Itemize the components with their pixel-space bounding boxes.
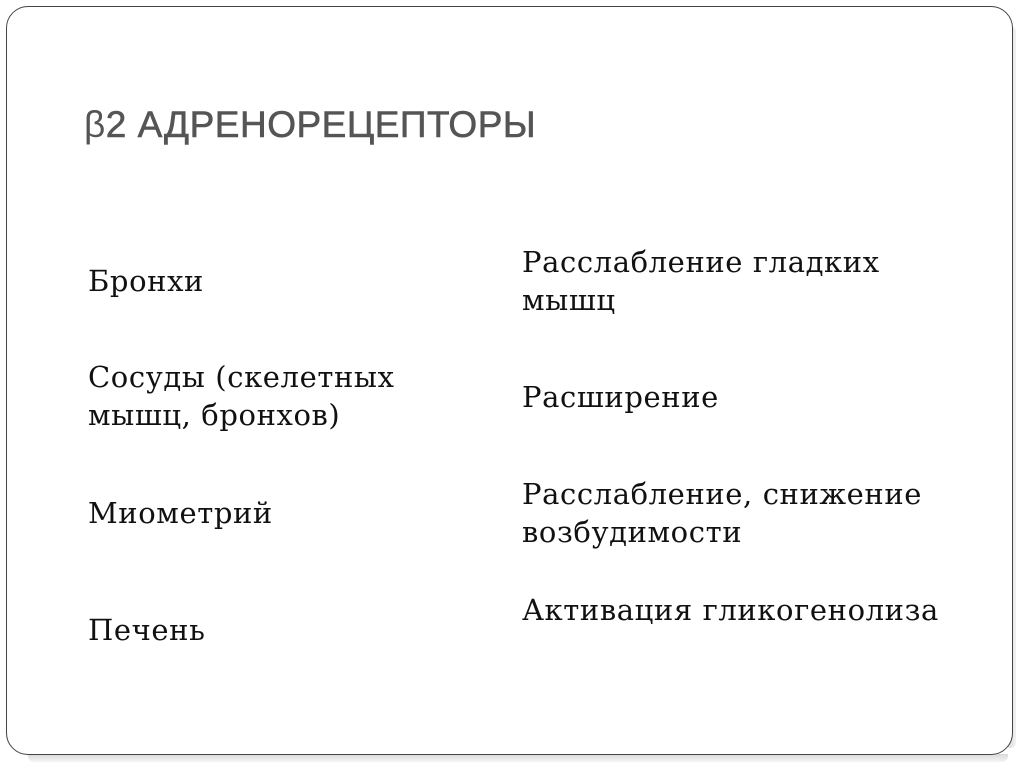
organ-liver: Печень [88, 613, 206, 647]
effect-bronchi: Расслабление гладких мышц [522, 245, 880, 317]
title-beta-symbol: β [84, 104, 106, 145]
organ-vessels: Сосуды (скелетных мышц, бронхов) [88, 360, 395, 432]
organ-myometrium: Миометрий [88, 496, 273, 530]
organ-bronchi: Бронхи [88, 264, 204, 298]
title-text: 2 АДРЕНОРЕЦЕПТОРЫ [105, 104, 537, 145]
slide-title [84, 104, 536, 146]
effect-myometrium: Расслабление, снижение возбудимости [522, 477, 923, 549]
slide-shadow-bottom [28, 754, 1008, 762]
effect-liver: Активация гликогенолиза [522, 593, 939, 627]
effect-vessels: Расширение [522, 380, 719, 414]
